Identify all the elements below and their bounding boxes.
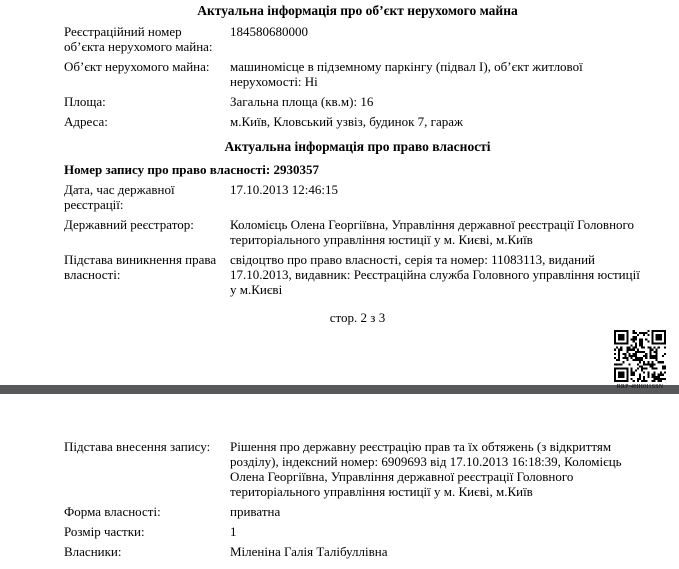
field-value: 17.10.2013 12:46:15 [230, 182, 338, 197]
field-label: Форма власності: [64, 504, 161, 519]
field-row-ownership-form [64, 504, 651, 519]
field-value: Міленіна Галія Талібуллівна [230, 544, 388, 559]
field-value: машиномісце в підземному паркінгу (підвал І), об’єкт житлової нерухомості: Ні [230, 59, 583, 89]
qr-code [614, 330, 666, 382]
field-row-record-basis [64, 439, 651, 499]
field-row-owners [64, 544, 651, 559]
field-label: Підстава виникнення права власності: [64, 252, 217, 282]
field-row-area [64, 94, 651, 109]
object-section-title: Актуальна інформація про об’єкт нерухомого майна [197, 3, 518, 18]
field-label: Дата, час державної реєстрації: [64, 182, 175, 212]
field-label: Об’єкт нерухомого майна: [64, 59, 210, 74]
field-label: Адреса: [64, 114, 108, 129]
field-label: Власники: [64, 544, 122, 559]
field-value: приватна [230, 504, 281, 519]
field-label: Розмір частки: [64, 524, 145, 539]
field-value: м.Київ, Кловський узвіз, будинок 7, гараж [230, 114, 464, 129]
qr-block [611, 330, 669, 391]
field-value: Загальна площа (кв.м): 16 [230, 94, 374, 109]
field-label: Державний реєстратор: [64, 217, 194, 232]
page-2 [0, 394, 679, 559]
ownership-record-number: Номер запису про право власності: 2930357 [64, 162, 319, 177]
field-label: Реєстраційний номер об’єкта нерухомого майна: [64, 24, 213, 54]
field-row-share-size [64, 524, 651, 539]
field-value: Коломієць Олена Георгіївна, Управління державної реєстрації Головного територіального управління юстиції у м. Києві, м.Київ [230, 217, 635, 247]
field-row-object [64, 59, 651, 89]
field-value: 184580680000 [230, 24, 308, 39]
ownership-section-title: Актуальна інформація про право власності [224, 139, 491, 154]
field-row-registration-datetime [64, 182, 651, 212]
field-row-ownership-basis [64, 252, 651, 297]
qr-code-image [614, 330, 666, 382]
field-value: свідоцтво про право власності, серія та номер: 11083113, виданий 17.10.2013, видавник: Реєстраційна служба Головного управління юстиції у м.Києві [230, 252, 640, 297]
field-row-address [64, 114, 651, 129]
field-value: Рішення про державну реєстрацію прав та їх обтяжень (з відкриттям розділу), індексний номер: 6909693 від 17.10.2013 16:18:39, Коломієць Олена Георгіївна, Управління державної реєстрації Головного територіального управління юстиції у м. Києві, м.Київ [230, 439, 622, 499]
field-label: Підстава внесення запису: [64, 439, 211, 454]
page-number: стор. 2 з 3 [329, 310, 386, 325]
page-divider [0, 385, 679, 394]
field-row-registrar [64, 217, 651, 247]
field-value: 1 [230, 524, 237, 539]
field-row-registration-number [64, 24, 651, 54]
field-label: Площа: [64, 94, 106, 109]
qr-caption: RRP-4HH0I1SSN [616, 384, 664, 390]
